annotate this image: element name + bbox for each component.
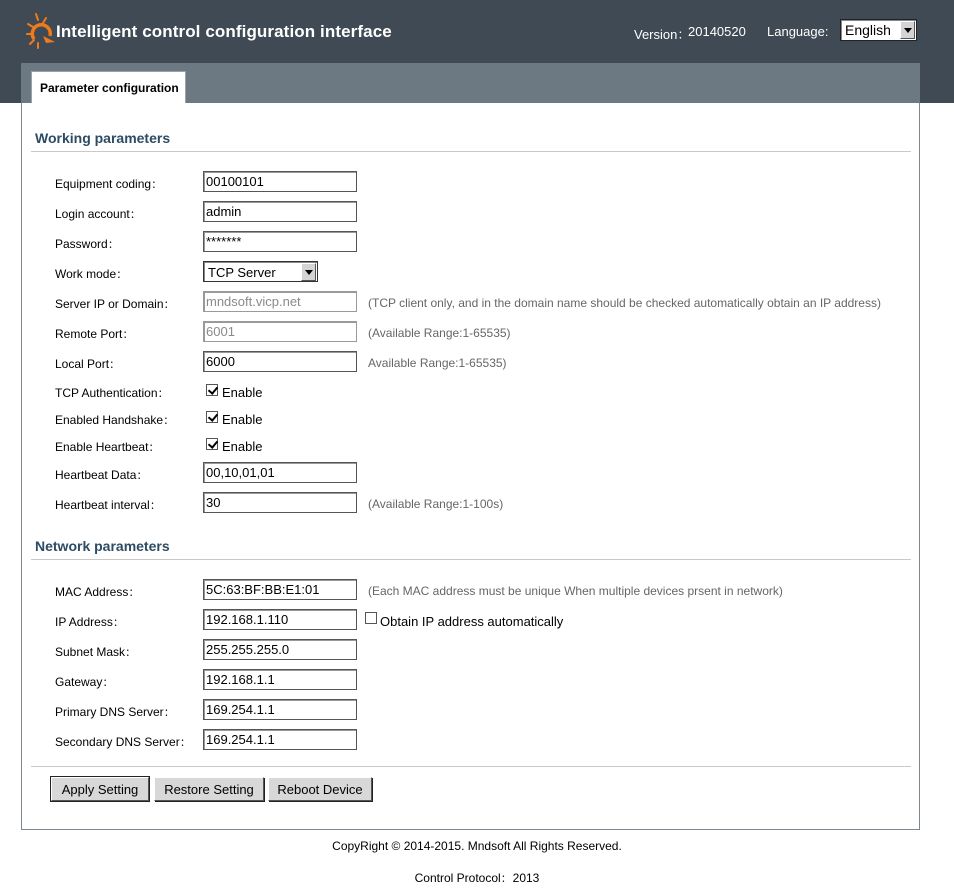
primary-dns-label: Primary DNS Server：	[55, 705, 176, 719]
work-mode-label: Work mode：	[55, 267, 129, 281]
local-port-input[interactable]: 6000	[203, 351, 357, 372]
work-mode-value: TCP Server	[208, 265, 276, 280]
tab-parameter-configuration[interactable]: Parameter configuration	[31, 71, 186, 104]
heartbeat-interval-input[interactable]: 30	[203, 492, 357, 513]
subnet-mask-input[interactable]: 255.255.255.0	[203, 639, 357, 660]
section-divider	[31, 151, 911, 152]
local-port-hint: Available Range:1-65535)	[368, 356, 507, 370]
working-parameters-title: Working parameters	[35, 130, 171, 146]
tcp-authentication-checkbox[interactable]	[206, 384, 218, 396]
app-title: Intelligent control configuration interface	[56, 22, 392, 41]
handshake-label: Enabled Handshake：	[55, 413, 176, 427]
sun-logo-icon	[26, 12, 56, 50]
language-select-value: English	[845, 22, 891, 38]
section-divider	[31, 559, 911, 560]
password-input[interactable]: *******	[203, 231, 357, 252]
password-label: Password：	[55, 237, 120, 251]
login-account-label: Login account：	[55, 207, 142, 221]
server-ip-label: Server IP or Domain：	[55, 297, 176, 311]
heartbeat-interval-hint: (Available Range:1-100s)	[368, 497, 504, 511]
heartbeat-interval-label: Heartbeat interval：	[55, 498, 162, 512]
secondary-dns-label: Secondary DNS Server：	[55, 735, 192, 749]
handshake-checkbox[interactable]	[206, 411, 218, 423]
server-ip-input[interactable]: mndsoft.vicp.net	[203, 291, 357, 312]
gateway-label: Gateway：	[55, 675, 115, 689]
login-account-input[interactable]: admin	[203, 201, 357, 222]
version-value: 20140520	[688, 24, 746, 39]
secondary-dns-input[interactable]: 169.254.1.1	[203, 729, 357, 750]
tcp-authentication-label: TCP Authentication：	[55, 386, 170, 400]
obtain-ip-checkbox[interactable]	[365, 612, 377, 624]
subnet-mask-label: Subnet Mask：	[55, 645, 138, 659]
heartbeat-data-label: Heartbeat Data：	[55, 468, 149, 482]
equipment-coding-input[interactable]: 00100101	[203, 171, 357, 192]
local-port-label: Local Port：	[55, 357, 122, 371]
handshake-enable-label: Enable	[222, 412, 263, 427]
reboot-device-button[interactable]: Reboot Device	[268, 777, 372, 801]
ip-address-label: IP Address：	[55, 615, 125, 629]
language-label: Language:	[767, 24, 829, 39]
equipment-coding-label: Equipment coding：	[55, 177, 164, 191]
work-mode-select[interactable]	[203, 261, 318, 282]
heartbeat-checkbox[interactable]	[206, 438, 218, 450]
remote-port-input[interactable]: 6001	[203, 321, 357, 342]
heartbeat-label: Enable Heartbeat：	[55, 440, 161, 454]
obtain-ip-label: Obtain IP address automatically	[380, 614, 564, 629]
control-protocol-text: Control Protocol：2013	[414, 871, 540, 885]
server-ip-hint: (TCP client only, and in the domain name should be checked automatically obtain an IP address)	[368, 296, 881, 310]
tcp-authentication-enable-label: Enable	[222, 385, 263, 400]
heartbeat-enable-label: Enable	[222, 439, 263, 454]
mac-address-input[interactable]: 5C:63:BF:BB:E1:01	[203, 579, 357, 600]
language-select[interactable]	[840, 19, 917, 41]
config-panel	[21, 103, 920, 830]
mac-address-label: MAC Address：	[55, 585, 141, 599]
copyright-text: CopyRight © 2014-2015. Mndsoft All Rights Reserved.	[332, 839, 622, 853]
chevron-down-icon[interactable]	[900, 21, 915, 39]
restore-setting-button[interactable]: Restore Setting	[154, 777, 264, 801]
chevron-down-icon[interactable]	[301, 263, 316, 281]
network-parameters-title: Network parameters	[35, 538, 170, 554]
heartbeat-data-input[interactable]: 00,10,01,01	[203, 462, 357, 483]
apply-setting-button[interactable]: Apply Setting	[51, 777, 149, 801]
ip-address-input[interactable]: 192.168.1.110	[203, 609, 357, 630]
version-label: Version：	[634, 27, 691, 42]
gateway-input[interactable]: 192.168.1.1	[203, 669, 357, 690]
mac-address-hint: (Each MAC address must be unique When multiple devices prsent in network)	[368, 584, 783, 598]
remote-port-label: Remote Port：	[55, 327, 135, 341]
primary-dns-input[interactable]: 169.254.1.1	[203, 699, 357, 720]
remote-port-hint: (Available Range:1-65535)	[368, 326, 511, 340]
section-divider	[31, 766, 911, 767]
